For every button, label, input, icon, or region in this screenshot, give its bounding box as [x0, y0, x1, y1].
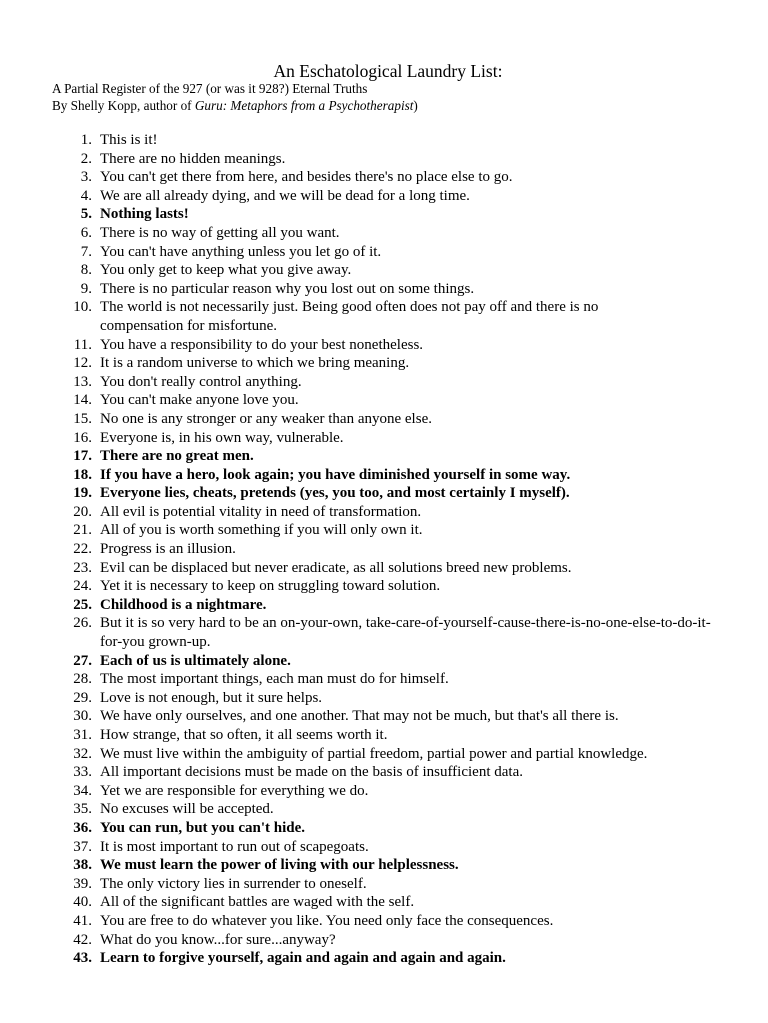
list-item — [0, 261, 768, 280]
list-item — [0, 354, 768, 373]
byline-book-title: Guru: Metaphors from a Psychotherapist — [194, 98, 414, 113]
list-item — [0, 521, 768, 540]
byline-suffix: ) — [413, 98, 418, 113]
list-item — [0, 168, 768, 187]
list-item — [0, 187, 768, 206]
list-item-number: 25. — [73, 596, 92, 613]
list-item-number: 6. — [80, 224, 92, 241]
list-item-text: No excuses will be accepted. — [100, 801, 274, 818]
list-item-number: 10. — [73, 299, 92, 316]
list-item-number: 13. — [73, 373, 92, 390]
list-item-number: 39. — [73, 875, 92, 892]
list-item-text: There is no particular reason why you lost out on some things. — [100, 280, 475, 297]
list-item-number: 20. — [73, 503, 92, 520]
list-item-number: 26. — [73, 615, 92, 632]
list-item-number: 7. — [80, 243, 92, 260]
list-item-text: It is most important to run out of scapegoats. — [100, 838, 369, 855]
list-item — [0, 596, 768, 615]
list-item — [0, 856, 768, 875]
list-item — [0, 949, 768, 968]
list-item — [0, 280, 768, 299]
list-item-number: 23. — [73, 559, 92, 576]
list-item — [0, 893, 768, 912]
list-item — [0, 838, 768, 857]
list-item-number: 32. — [73, 745, 92, 762]
list-item — [0, 800, 768, 819]
list-item-number: 18. — [73, 466, 92, 483]
list-item — [0, 559, 768, 578]
list-item — [0, 373, 768, 392]
list-item — [0, 614, 760, 651]
list-item-text: If you have a hero, look again; you have diminished yourself in some way. — [100, 466, 571, 483]
document-title: An Eschatological Laundry List: — [273, 61, 503, 81]
list-item-text: What do you know...for sure...anyway? — [100, 931, 336, 948]
list-item-number: 29. — [73, 689, 92, 706]
list-item — [0, 577, 768, 596]
list-item-number: 1. — [80, 132, 92, 148]
list-item-number: 3. — [80, 169, 92, 186]
list-item — [0, 745, 768, 764]
list-item-number: 41. — [73, 912, 92, 929]
list-item-number: 11. — [73, 336, 92, 353]
list-item-text: The most important things, each man must do for himself. — [100, 671, 449, 688]
list-item-text: Everyone is, in his own way, vulnerable. — [100, 429, 344, 446]
list-item-text: We are all already dying, and we will be dead for a long time. — [100, 187, 470, 204]
list-item-text: There are no hidden meanings. — [100, 150, 286, 167]
list-item-number: 15. — [73, 410, 92, 427]
list-item-number: 8. — [80, 262, 92, 279]
list-item — [0, 131, 768, 150]
list-item-number: 33. — [73, 764, 92, 781]
list-item — [0, 410, 768, 429]
list-item — [0, 243, 768, 262]
list-item-text: Each of us is ultimately alone. — [100, 652, 291, 669]
list-item-text: You can run, but you can't hide. — [100, 819, 306, 836]
list-item-text: You can't make anyone love you. — [100, 392, 299, 409]
list-item — [0, 875, 768, 894]
list-item-text: No one is any stronger or any weaker than anyone else. — [100, 410, 432, 427]
list-item-text: Evil can be displaced but never eradicate, as all solutions breed new problems. — [100, 559, 572, 576]
list-item — [0, 484, 768, 503]
list-item-text: How strange, that so often, it all seems worth it. — [100, 727, 388, 743]
list-item-text: All important decisions must be made on the basis of insufficient data. — [100, 764, 523, 781]
list-item-number: 24. — [73, 578, 92, 595]
list-item — [0, 689, 768, 708]
list-item-number: 34. — [73, 782, 92, 799]
list-item — [0, 670, 768, 689]
list-item-number: 42. — [73, 931, 92, 948]
document-subtitle: A Partial Register of the 927 (or was it 928?) Eternal Truths — [52, 81, 368, 96]
list-item-number: 14. — [73, 392, 92, 409]
list-item — [0, 726, 768, 745]
list-item-text: Everyone lies, cheats, pretends (yes, you too, and most certainly I myself). — [100, 485, 570, 502]
list-item-number: 16. — [73, 429, 92, 446]
list-item-text: There is no way of getting all you want. — [100, 224, 340, 241]
list-item-number: 40. — [73, 894, 92, 911]
list-item-text: You are free to do whatever you like. You need only face the consequences. — [100, 912, 554, 929]
list-item-number: 17. — [73, 448, 92, 465]
list-item — [0, 447, 768, 466]
list-item-number: 38. — [73, 857, 92, 874]
list-item-number: 12. — [73, 355, 92, 372]
list-item-text: We must learn the power of living with our helplessness. — [100, 857, 459, 874]
list-item — [0, 707, 768, 726]
list-item-text: Yet we are responsible for everything we do. — [100, 782, 369, 799]
list-item-number: 5. — [80, 206, 92, 223]
list-item-text: This is it! — [100, 132, 158, 148]
list-item-number: 21. — [73, 522, 92, 539]
list-item-text: We have only ourselves, and one another. That may not be much, but that's all there is. — [100, 708, 619, 725]
byline-prefix: By Shelly Kopp, author of — [52, 98, 195, 113]
list-item-text: There are no great men. — [100, 448, 254, 465]
list-item — [0, 540, 768, 559]
list-item — [0, 652, 768, 671]
list-item — [0, 782, 768, 801]
list-item-text: You only get to keep what you give away. — [100, 262, 352, 279]
list-item — [0, 931, 768, 950]
list-item-number: 30. — [73, 708, 92, 725]
list-item — [0, 391, 768, 410]
list-item — [0, 503, 768, 522]
list-item — [0, 298, 690, 335]
list-item-text: Love is not enough, but it sure helps. — [100, 689, 323, 706]
list-item-text: Learn to forgive yourself, again and again and again and again. — [100, 950, 506, 967]
list-item-number: 9. — [80, 280, 92, 297]
list-item-text: The world is not necessarily just. Being good often does not pay off and there is no compensation for misfortune. — [100, 299, 599, 334]
list-item-text: Progress is an illusion. — [100, 541, 236, 558]
list-item-text: You can't have anything unless you let go of it. — [100, 243, 382, 260]
list-item — [0, 336, 768, 355]
list-item — [0, 819, 768, 838]
list-item-number: 28. — [73, 671, 92, 688]
document-byline — [52, 97, 418, 114]
list-item-number: 31. — [73, 727, 92, 743]
list-item-number: 43. — [73, 950, 92, 967]
list-item-text: But it is so very hard to be an on-your-own, take-care-of-yourself-cause-there-is-no-one-else-to-do-it-for-you grown-up. — [100, 615, 711, 651]
list-item — [0, 912, 768, 931]
list-item-number: 35. — [73, 801, 92, 818]
list-item-text: You have a responsibility to do your best nonetheless. — [100, 336, 424, 353]
list-item-number: 22. — [73, 541, 92, 558]
list-item-text: The only victory lies in surrender to oneself. — [100, 875, 367, 892]
list-item-text: All evil is potential vitality in need of transformation. — [100, 503, 422, 520]
list-item-number: 36. — [73, 819, 92, 836]
list-item — [0, 150, 768, 169]
list-item-text: It is a random universe to which we bring meaning. — [100, 355, 410, 372]
list-item-text: You can't get there from here, and besides there's no place else to go. — [100, 169, 513, 186]
list-item-number: 2. — [80, 150, 92, 167]
list-item-number: 27. — [73, 652, 92, 669]
list-item — [0, 205, 768, 224]
truths-list — [0, 131, 768, 968]
list-item — [0, 224, 768, 243]
list-item-text: Nothing lasts! — [100, 206, 189, 223]
list-item-text: Yet it is necessary to keep on struggling toward solution. — [100, 578, 441, 595]
list-item — [0, 429, 768, 448]
list-item-number: 37. — [73, 838, 92, 855]
list-item-text: All of the significant battles are waged with the self. — [100, 894, 415, 911]
list-item-text: You don't really control anything. — [100, 373, 302, 390]
list-item-number: 19. — [73, 485, 92, 502]
list-item-number: 4. — [80, 187, 92, 204]
list-item-text: We must live within the ambiguity of partial freedom, partial power and partial knowledge. — [100, 745, 648, 762]
list-item — [0, 466, 768, 485]
list-item-text: Childhood is a nightmare. — [100, 596, 267, 613]
list-item-text: All of you is worth something if you will only own it. — [100, 522, 423, 539]
list-item — [0, 763, 768, 782]
